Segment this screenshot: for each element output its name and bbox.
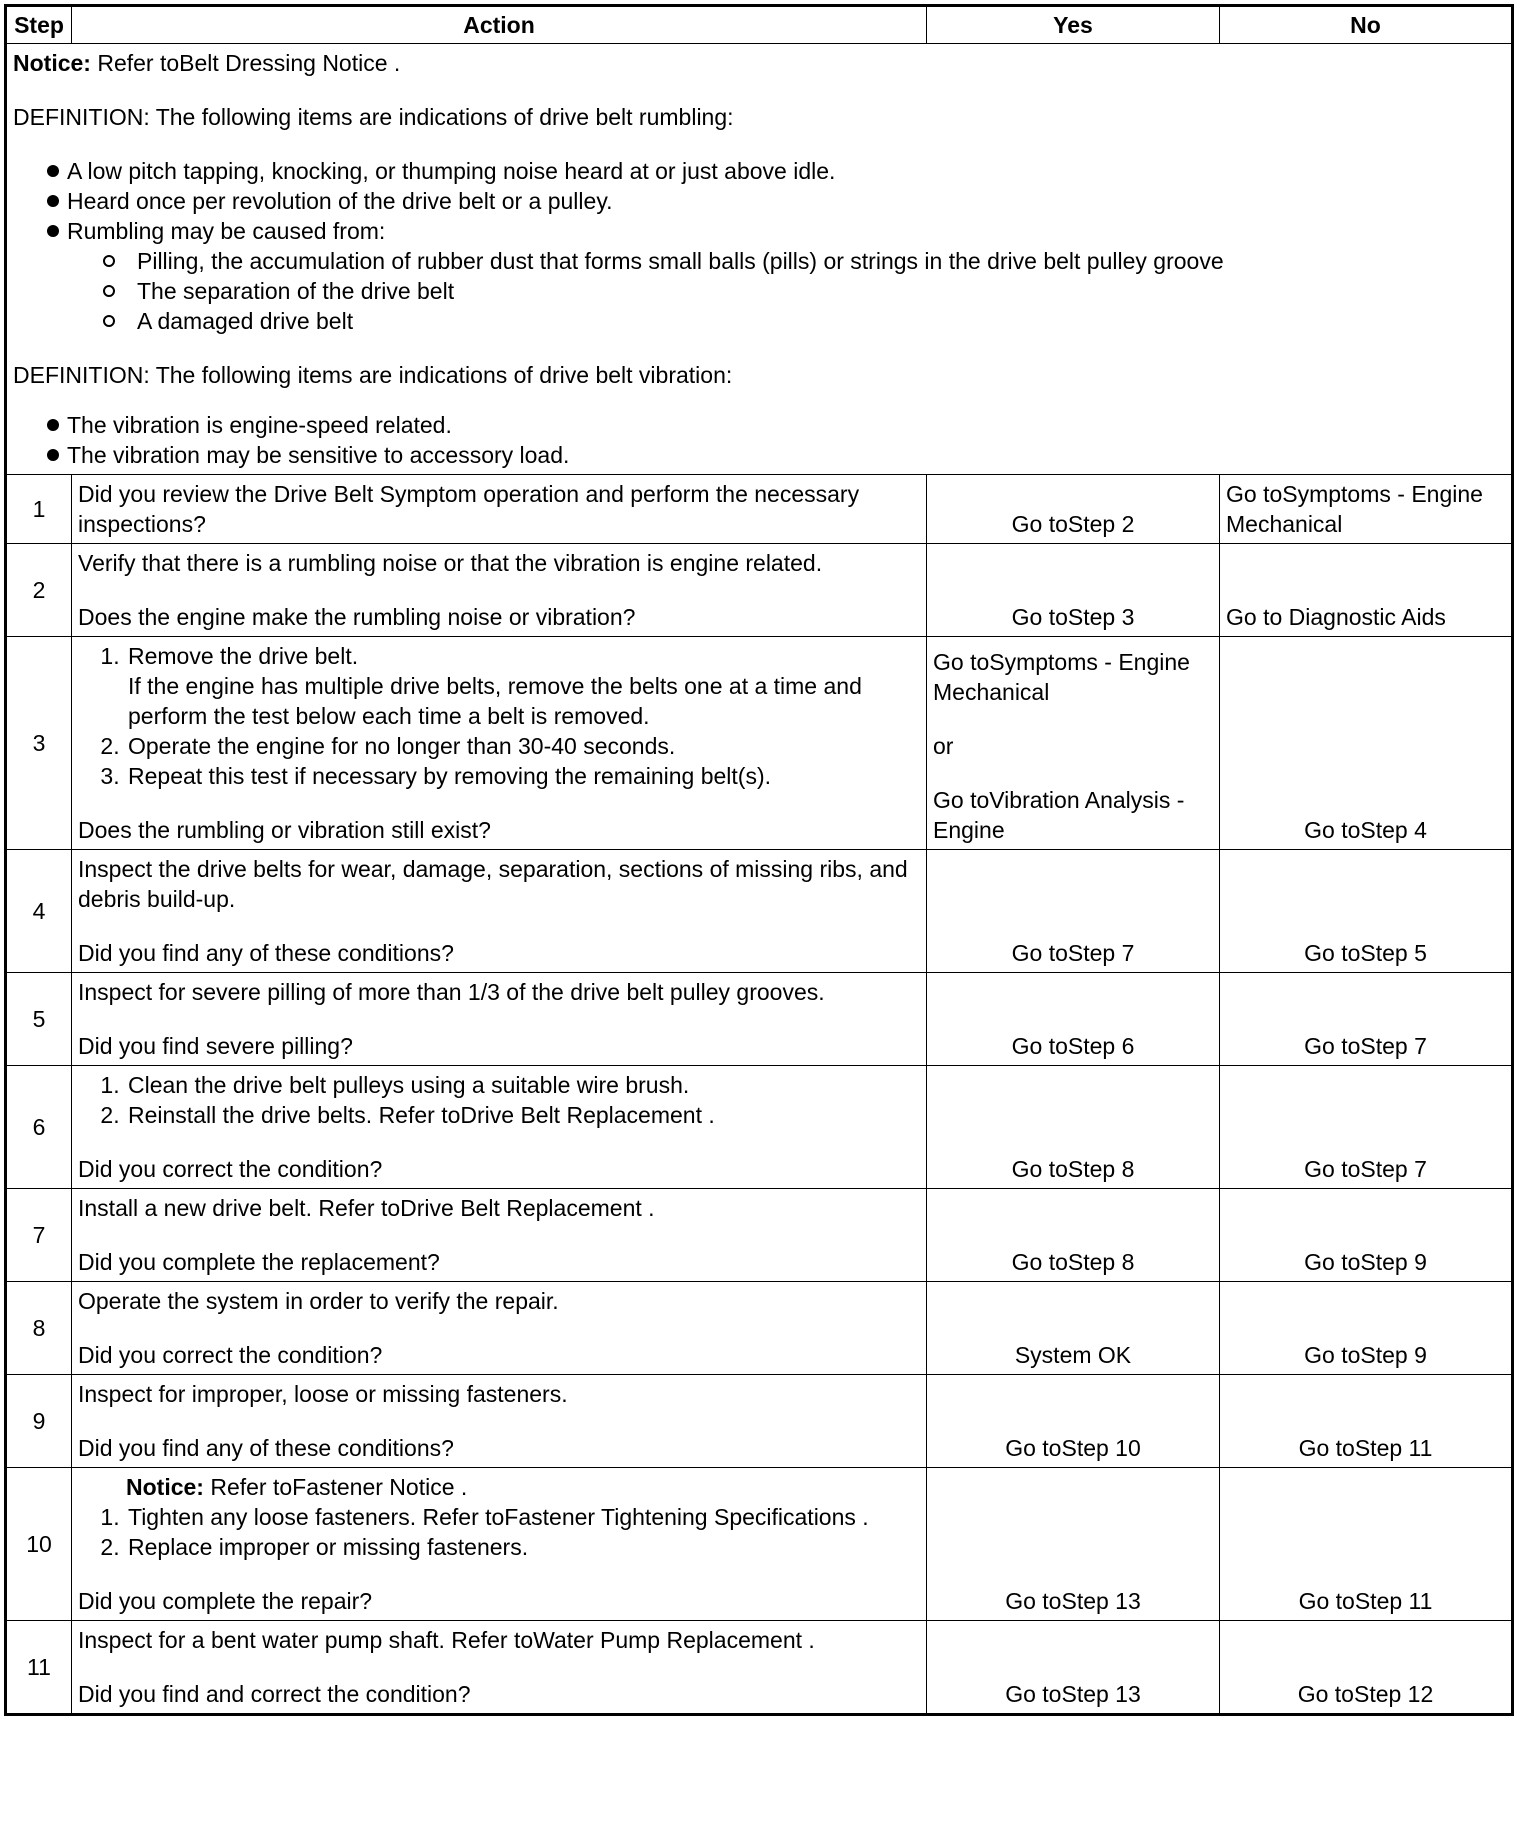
step-action xyxy=(72,1468,927,1621)
step-action xyxy=(72,973,927,1066)
header-action: Action xyxy=(72,6,927,44)
yes-or: or xyxy=(933,733,954,759)
list-item: A damaged drive belt xyxy=(103,306,1505,336)
yes-option-2: Go toVibration Analysis - Engine xyxy=(933,787,1185,843)
notice-label: Notice: xyxy=(126,1474,204,1500)
step-no: Go toStep 12 xyxy=(1220,1621,1513,1715)
step-question: Did you complete the repair? xyxy=(78,1588,373,1614)
step-number: 4 xyxy=(6,850,72,973)
step-instructions xyxy=(78,1070,920,1130)
step-yes: Go toStep 13 xyxy=(927,1621,1220,1715)
step-number: 2 xyxy=(6,544,72,637)
step-question: Did you complete the replacement? xyxy=(78,1249,440,1275)
step-yes: Go toStep 6 xyxy=(927,973,1220,1066)
step-number: 3 xyxy=(6,637,72,850)
step-instructions xyxy=(78,641,920,791)
step-action xyxy=(72,1189,927,1282)
step-no: Go toStep 11 xyxy=(1220,1375,1513,1468)
diagnostic-table xyxy=(4,4,1514,1716)
table-row xyxy=(6,1282,1513,1375)
step-yes: Go toStep 8 xyxy=(927,1066,1220,1189)
rumbling-causes-list xyxy=(103,246,1505,336)
step-action xyxy=(72,544,927,637)
list-item xyxy=(27,216,1505,336)
list-item: The separation of the drive belt xyxy=(103,276,1505,306)
table-row xyxy=(6,1468,1513,1621)
instruction-subtext: If the engine has multiple drive belts, remove the belts one at a time and perform the test below each time a belt is removed. xyxy=(128,673,862,729)
table-row xyxy=(6,1066,1513,1189)
yes-option-1: Go toSymptoms - Engine Mechanical xyxy=(933,649,1190,705)
step-question: Did you find any of these conditions? xyxy=(78,1435,454,1461)
header-no: No xyxy=(1220,6,1513,44)
step-action xyxy=(72,637,927,850)
list-item: Heard once per revolution of the drive belt or a pulley. xyxy=(27,186,1505,216)
step-number: 8 xyxy=(6,1282,72,1375)
step-text: Operate the system in order to verify the repair. xyxy=(78,1288,559,1314)
header-step: Step xyxy=(6,6,72,44)
step-question: Did you find severe pilling? xyxy=(78,1033,353,1059)
list-item: The vibration may be sensitive to accessory load. xyxy=(27,440,1505,470)
table-row xyxy=(6,1375,1513,1468)
step-yes: Go toStep 10 xyxy=(927,1375,1220,1468)
step-notice xyxy=(78,1472,920,1502)
step-number: 1 xyxy=(6,475,72,544)
intro-row xyxy=(6,44,1513,475)
rumbling-list xyxy=(27,156,1505,336)
step-text: Inspect for improper, loose or missing fasteners. xyxy=(78,1381,568,1407)
step-action xyxy=(72,1375,927,1468)
step-no: Go to Diagnostic Aids xyxy=(1220,544,1513,637)
step-yes: Go toStep 13 xyxy=(927,1468,1220,1621)
step-number: 10 xyxy=(6,1468,72,1621)
list-item: A low pitch tapping, knocking, or thumping noise heard at or just above idle. xyxy=(27,156,1505,186)
step-text: Verify that there is a rumbling noise or that the vibration is engine related. xyxy=(78,550,823,576)
list-item: The vibration is engine-speed related. xyxy=(27,410,1505,440)
step-no: Go toStep 9 xyxy=(1220,1189,1513,1282)
table-row xyxy=(6,544,1513,637)
step-no: Go toStep 11 xyxy=(1220,1468,1513,1621)
step-action xyxy=(72,850,927,973)
step-action xyxy=(72,1621,927,1715)
notice-label: Notice: xyxy=(13,50,91,76)
step-text: Inspect for a bent water pump shaft. Refer toWater Pump Replacement . xyxy=(78,1627,815,1653)
step-number: 11 xyxy=(6,1621,72,1715)
step-text: Inspect the drive belts for wear, damage, separation, sections of missing ribs, and debris build-up. xyxy=(78,856,908,912)
table-row xyxy=(6,1189,1513,1282)
list-item: 2. Reinstall the drive belts. Refer toDrive Belt Replacement . xyxy=(126,1100,920,1130)
step-yes: Go toStep 7 xyxy=(927,850,1220,973)
table-row xyxy=(6,973,1513,1066)
step-action xyxy=(72,1282,927,1375)
step-no: Go toStep 9 xyxy=(1220,1282,1513,1375)
step-question: Does the rumbling or vibration still exist? xyxy=(78,817,491,843)
list-item: 1. Clean the drive belt pulleys using a suitable wire brush. xyxy=(126,1070,920,1100)
list-item: Pilling, the accumulation of rubber dust that forms small balls (pills) or strings in the drive belt pulley groove xyxy=(103,246,1505,276)
step-yes: Go toStep 8 xyxy=(927,1189,1220,1282)
step-yes: Go toStep 3 xyxy=(927,544,1220,637)
step-yes xyxy=(927,637,1220,850)
header-row xyxy=(6,6,1513,44)
step-number: 9 xyxy=(6,1375,72,1468)
step-action xyxy=(72,1066,927,1189)
table-row xyxy=(6,475,1513,544)
list-item: 2. Replace improper or missing fasteners. xyxy=(126,1532,920,1562)
table-row xyxy=(6,1621,1513,1715)
list-item: 3. Repeat this test if necessary by removing the remaining belt(s). xyxy=(126,761,920,791)
table-row xyxy=(6,850,1513,973)
instruction-text: Remove the drive belt. xyxy=(128,643,359,669)
list-item: 2. Operate the engine for no longer than 30-40 seconds. xyxy=(126,731,920,761)
step-no: Go toStep 7 xyxy=(1220,973,1513,1066)
step-question: Did you correct the condition? xyxy=(78,1156,383,1182)
step-no: Go toStep 7 xyxy=(1220,1066,1513,1189)
step-yes: System OK xyxy=(927,1282,1220,1375)
step-number: 6 xyxy=(6,1066,72,1189)
definition-vibration: DEFINITION: The following items are indications of drive belt vibration: xyxy=(13,362,733,388)
header-yes: Yes xyxy=(927,6,1220,44)
step-no: Go toSymptoms - Engine Mechanical xyxy=(1220,475,1513,544)
list-item-text: Rumbling may be caused from: xyxy=(67,218,386,244)
table-row xyxy=(6,637,1513,850)
step-no: Go toStep 5 xyxy=(1220,850,1513,973)
notice-text: Refer toFastener Notice . xyxy=(203,1474,468,1500)
step-instructions xyxy=(78,1502,920,1562)
intro-notice xyxy=(13,48,1505,78)
step-text: Install a new drive belt. Refer toDrive Belt Replacement . xyxy=(78,1195,655,1221)
step-question: Did you find any of these conditions? xyxy=(78,940,454,966)
step-text: Inspect for severe pilling of more than 1/3 of the drive belt pulley grooves. xyxy=(78,979,825,1005)
list-item: 1. Tighten any loose fasteners. Refer toFastener Tightening Specifications . xyxy=(126,1502,920,1532)
step-yes: Go toStep 2 xyxy=(927,475,1220,544)
step-question: Does the engine make the rumbling noise or vibration? xyxy=(78,604,636,630)
list-item xyxy=(126,641,920,731)
step-number: 7 xyxy=(6,1189,72,1282)
notice-text: Refer toBelt Dressing Notice . xyxy=(90,50,401,76)
definition-rumbling: DEFINITION: The following items are indications of drive belt rumbling: xyxy=(13,104,734,130)
step-number: 5 xyxy=(6,973,72,1066)
step-action: Did you review the Drive Belt Symptom operation and perform the necessary inspections? xyxy=(72,475,927,544)
diagnostic-table-frame xyxy=(4,4,1511,1716)
step-question: Did you find and correct the condition? xyxy=(78,1681,471,1707)
intro-cell xyxy=(6,44,1513,475)
step-question: Did you correct the condition? xyxy=(78,1342,383,1368)
vibration-list xyxy=(27,410,1505,470)
step-no: Go toStep 4 xyxy=(1220,637,1513,850)
